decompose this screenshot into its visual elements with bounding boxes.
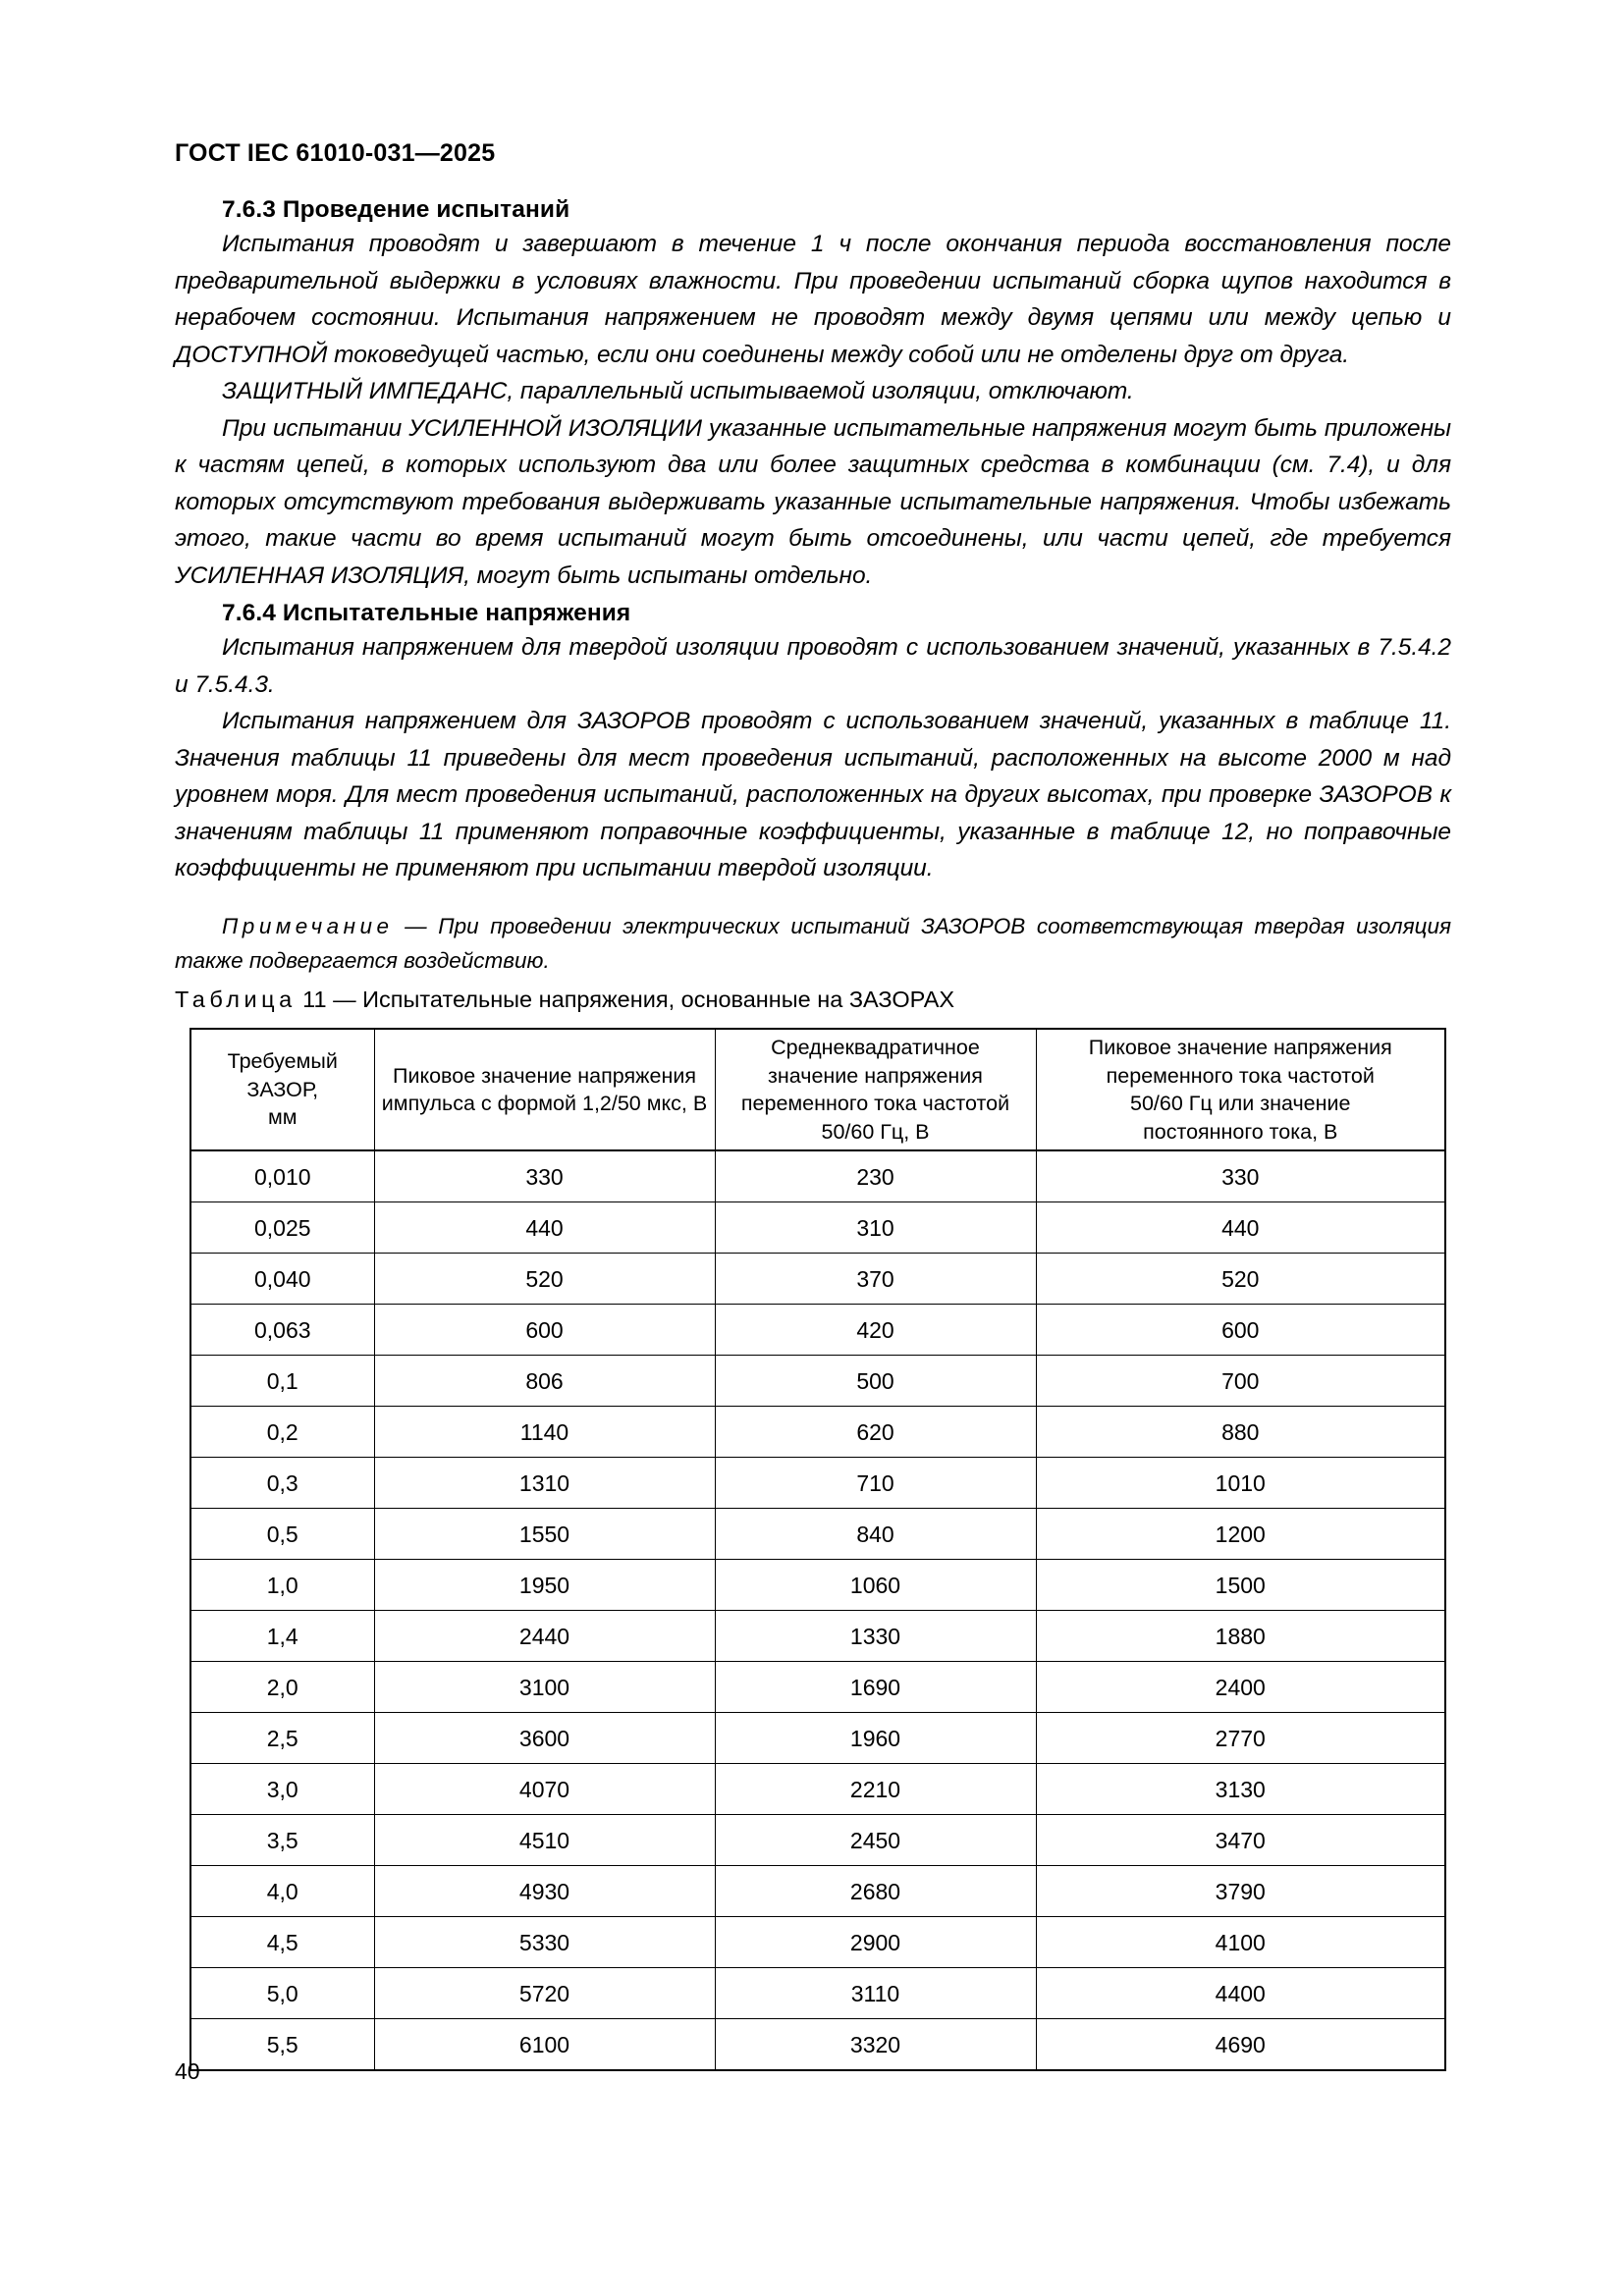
cell-rms-ac: 310	[715, 1202, 1036, 1254]
cell-impulse-peak: 520	[374, 1254, 715, 1305]
cell-impulse-peak: 6100	[374, 2019, 715, 2071]
paragraph-7-6-3-1: Испытания проводят и завершают в течение 1 ч после окончания периода восстановления после предварительной выдержки в условиях влажности. При проведении испытаний сборка щупов находится в нерабочем состоянии. Испытания напряжением не проводят между двумя цепями или между цепью и ДОСТУПНОЙ токоведущей частью, если они соединены между собой или не отделены друг от друга.	[175, 231, 1451, 368]
header-line: мм	[267, 1105, 298, 1130]
table-row	[190, 1560, 1445, 1611]
table-row	[190, 1356, 1445, 1407]
cell-peak-ac-dc: 3790	[1036, 1866, 1445, 1917]
column-header-impulse-peak	[374, 1029, 715, 1150]
cell-rms-ac: 500	[715, 1356, 1036, 1407]
cell-impulse-peak: 5720	[374, 1968, 715, 2019]
cell-impulse-peak: 1950	[374, 1560, 715, 1611]
cell-peak-ac-dc: 2400	[1036, 1662, 1445, 1713]
cell-impulse-peak: 1550	[374, 1509, 715, 1560]
cell-rms-ac: 2680	[715, 1866, 1036, 1917]
cell-peak-ac-dc: 330	[1036, 1150, 1445, 1202]
cell-impulse-peak: 4930	[374, 1866, 715, 1917]
cell-rms-ac: 2210	[715, 1764, 1036, 1815]
cell-impulse-peak: 600	[374, 1305, 715, 1356]
table-row	[190, 1764, 1445, 1815]
cell-rms-ac: 1060	[715, 1560, 1036, 1611]
cell-peak-ac-dc: 4400	[1036, 1968, 1445, 2019]
table-row	[190, 1662, 1445, 1713]
table-row	[190, 1968, 1445, 2019]
cell-impulse-peak: 5330	[374, 1917, 715, 1968]
header-line: переменного тока частотой	[740, 1092, 1010, 1115]
cell-peak-ac-dc: 1200	[1036, 1509, 1445, 1560]
table-row	[190, 1407, 1445, 1458]
cell-clearance: 0,1	[190, 1356, 374, 1407]
table-row	[190, 1254, 1445, 1305]
cell-impulse-peak: 4510	[374, 1815, 715, 1866]
table-row	[190, 1917, 1445, 1968]
cell-rms-ac: 2900	[715, 1917, 1036, 1968]
note-text: — При проведении электрических испытаний ЗАЗОРОВ соответствующая твердая изоляция также подвергается воздействию.	[175, 913, 1451, 973]
cell-peak-ac-dc: 880	[1036, 1407, 1445, 1458]
paragraph-7-6-3-3: При испытании УСИЛЕННОЙ ИЗОЛЯЦИИ указанные испытательные напряжения могут быть приложены к частям цепей, в которых используют два или более защитных средства в комбинации (см. 7.4), и для которых отсутствуют требования выдерживать указанные испытательные напряжения. Чтобы избежать этого, такие части во время испытаний могут быть отсоединены, или части цепей, где требуется УСИЛЕННАЯ ИЗОЛЯЦИЯ, могут быть испытаны отдельно.	[175, 414, 1451, 589]
header-line: 50/60 Гц или значение	[1130, 1092, 1351, 1115]
cell-rms-ac: 1960	[715, 1713, 1036, 1764]
table-body	[190, 1150, 1445, 2070]
cell-clearance: 2,0	[190, 1662, 374, 1713]
cell-clearance: 0,025	[190, 1202, 374, 1254]
cell-clearance: 1,4	[190, 1611, 374, 1662]
table-row	[190, 1815, 1445, 1866]
cell-clearance: 0,2	[190, 1407, 374, 1458]
cell-peak-ac-dc: 520	[1036, 1254, 1445, 1305]
cell-clearance: 5,0	[190, 1968, 374, 2019]
cell-clearance: 0,010	[190, 1150, 374, 1202]
cell-clearance: 0,3	[190, 1458, 374, 1509]
cell-impulse-peak: 4070	[374, 1764, 715, 1815]
table-row	[190, 2019, 1445, 2071]
cell-impulse-peak: 3100	[374, 1662, 715, 1713]
cell-peak-ac-dc: 1500	[1036, 1560, 1445, 1611]
table-caption	[175, 987, 954, 1013]
cell-rms-ac: 1330	[715, 1611, 1036, 1662]
clearance-test-voltages-table	[189, 1028, 1446, 2071]
running-head: ГОСТ IEC 61010-031—2025	[175, 139, 496, 167]
table-row	[190, 1202, 1445, 1254]
cell-clearance: 2,5	[190, 1713, 374, 1764]
cell-clearance: 5,5	[190, 2019, 374, 2071]
header-line: Пиковое значение напряжения	[392, 1063, 697, 1088]
cell-impulse-peak: 3600	[374, 1713, 715, 1764]
page-number: 40	[175, 2058, 200, 2084]
cell-peak-ac-dc: 700	[1036, 1356, 1445, 1407]
cell-peak-ac-dc: 4690	[1036, 2019, 1445, 2071]
header-line: Пиковое значение напряжения	[1088, 1036, 1392, 1059]
paragraph-7-6-4-1: Испытания напряжением для твердой изоляции проводят с использованием значений, указанных в 7.5.4.2 и 7.5.4.3.	[175, 634, 1451, 698]
cell-clearance: 1,0	[190, 1560, 374, 1611]
column-header-clearance	[190, 1029, 374, 1150]
cell-impulse-peak: 806	[374, 1356, 715, 1407]
cell-peak-ac-dc: 2770	[1036, 1713, 1445, 1764]
table-row	[190, 1611, 1445, 1662]
header-line: значение напряжения	[768, 1063, 983, 1088]
table-caption-rest: 11 — Испытательные напряжения, основанные на ЗАЗОРАХ	[296, 987, 955, 1012]
cell-peak-ac-dc: 1880	[1036, 1611, 1445, 1662]
header-line: 50/60 Гц, В	[821, 1119, 930, 1144]
header-line: постоянного тока, В	[1143, 1119, 1338, 1144]
cell-rms-ac: 710	[715, 1458, 1036, 1509]
cell-clearance: 4,5	[190, 1917, 374, 1968]
header-line: импульса с формой 1,2/50 мкс, В	[381, 1092, 708, 1115]
cell-peak-ac-dc: 1010	[1036, 1458, 1445, 1509]
header-line: Среднеквадратичное	[771, 1036, 980, 1059]
table-row	[190, 1458, 1445, 1509]
paragraph-7-6-4-2: Испытания напряжением для ЗАЗОРОВ проводят с использованием значений, указанных в таблице 11. Значения таблицы 11 приведены для мест проведения испытаний, расположенных на высоте 2000 м над уровнем моря. Для мест проведения испытаний, расположенных на других высотах, при проверке ЗАЗОРОВ к значениям таблицы 11 применяют поправочные коэффициенты, указанные в таблице 12, но поправочные коэффициенты не применяют при испытании твердой изоляции.	[175, 708, 1451, 881]
table-row	[190, 1305, 1445, 1356]
paragraph-7-6-3-2: ЗАЩИТНЫЙ ИМПЕДАНС, параллельный испытываемой изоляции, отключают.	[222, 378, 1134, 404]
cell-rms-ac: 420	[715, 1305, 1036, 1356]
cell-clearance: 0,040	[190, 1254, 374, 1305]
header-line: переменного тока частотой	[1106, 1063, 1375, 1088]
cell-peak-ac-dc: 3470	[1036, 1815, 1445, 1866]
cell-rms-ac: 620	[715, 1407, 1036, 1458]
text-column	[175, 196, 1451, 978]
cell-impulse-peak: 1140	[374, 1407, 715, 1458]
cell-rms-ac: 230	[715, 1150, 1036, 1202]
clause-title-7-6-3: 7.6.3 Проведение испытаний	[222, 196, 570, 223]
table-row	[190, 1509, 1445, 1560]
cell-rms-ac: 370	[715, 1254, 1036, 1305]
cell-impulse-peak: 1310	[374, 1458, 715, 1509]
table-row	[190, 1866, 1445, 1917]
cell-peak-ac-dc: 3130	[1036, 1764, 1445, 1815]
cell-clearance: 4,0	[190, 1866, 374, 1917]
table-row	[190, 1150, 1445, 1202]
cell-peak-ac-dc: 440	[1036, 1202, 1445, 1254]
note-block	[175, 909, 1451, 978]
cell-peak-ac-dc: 4100	[1036, 1917, 1445, 1968]
cell-rms-ac: 1690	[715, 1662, 1036, 1713]
cell-clearance: 0,5	[190, 1509, 374, 1560]
cell-clearance: 3,5	[190, 1815, 374, 1866]
column-header-rms-ac	[715, 1029, 1036, 1150]
table-row	[190, 1713, 1445, 1764]
cell-impulse-peak: 330	[374, 1150, 715, 1202]
clause-title-7-6-4: 7.6.4 Испытательные напряжения	[222, 600, 631, 626]
note-label: Примечание	[222, 913, 394, 938]
cell-rms-ac: 2450	[715, 1815, 1036, 1866]
table-caption-word: Таблица	[175, 987, 297, 1012]
cell-impulse-peak: 440	[374, 1202, 715, 1254]
header-line: Требуемый ЗАЗОР,	[227, 1049, 338, 1101]
cell-rms-ac: 3320	[715, 2019, 1036, 2071]
cell-rms-ac: 3110	[715, 1968, 1036, 2019]
cell-rms-ac: 840	[715, 1509, 1036, 1560]
cell-peak-ac-dc: 600	[1036, 1305, 1445, 1356]
column-header-peak-ac-dc	[1036, 1029, 1445, 1150]
cell-impulse-peak: 2440	[374, 1611, 715, 1662]
cell-clearance: 3,0	[190, 1764, 374, 1815]
cell-clearance: 0,063	[190, 1305, 374, 1356]
table-header-row	[190, 1029, 1445, 1150]
